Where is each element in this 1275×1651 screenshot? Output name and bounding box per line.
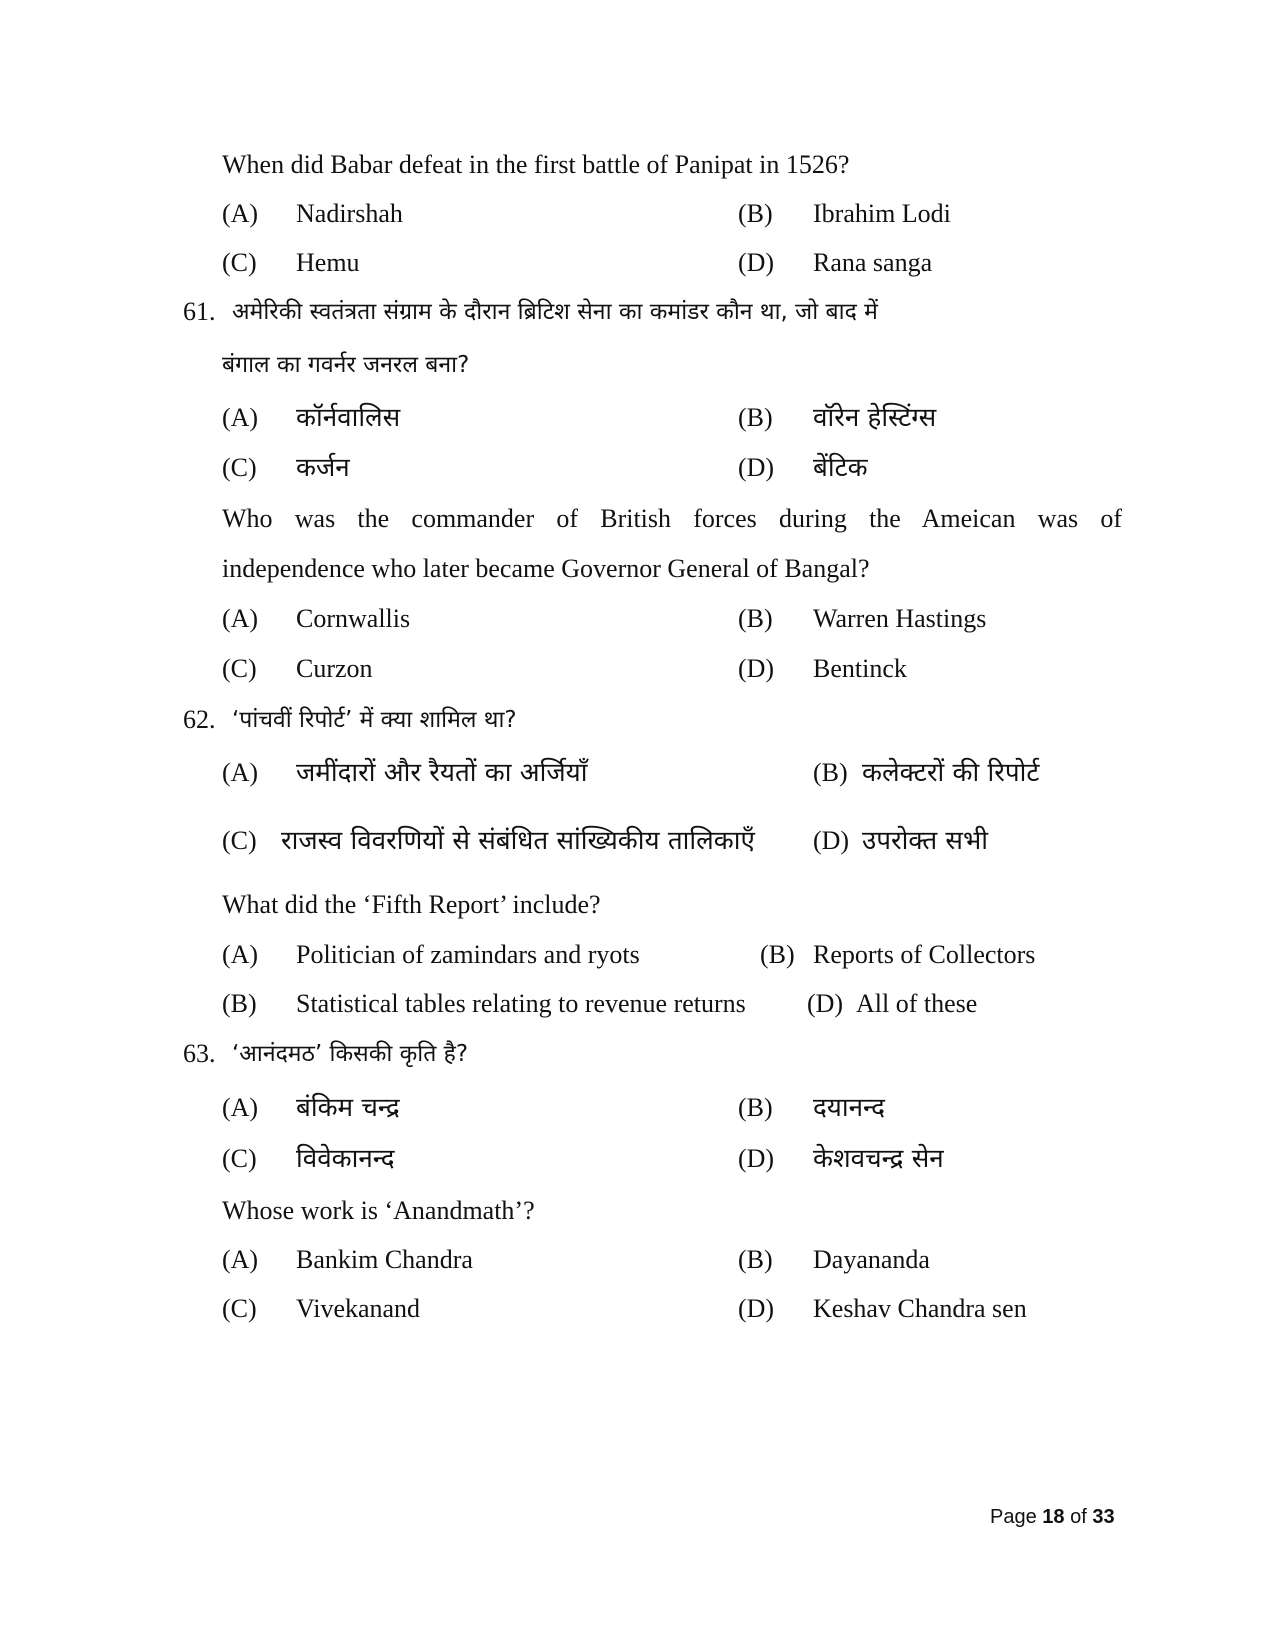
option-label: (D) xyxy=(738,654,775,683)
option-label: (A) xyxy=(222,403,259,432)
option-text: विवेकानन्द xyxy=(296,1144,395,1174)
option-label: (C) xyxy=(222,248,257,277)
page-total: 33 xyxy=(1092,1506,1115,1528)
option-text: Bentinck xyxy=(813,654,907,683)
option-label: (B) xyxy=(738,1245,773,1274)
option-label: (D) xyxy=(738,1144,775,1173)
option-text: बेंटिक xyxy=(813,453,868,483)
page-current: 18 xyxy=(1042,1506,1065,1528)
option-text: जमींदारों और रैयतों का अर्जियाँ xyxy=(296,758,588,788)
page-of: of xyxy=(1070,1506,1087,1528)
option-text: Cornwallis xyxy=(296,604,411,633)
question-number: 61. xyxy=(183,297,216,326)
option-label: (B) xyxy=(738,1093,773,1122)
option-label: (B) xyxy=(738,604,773,633)
question-number: 63. xyxy=(183,1039,216,1068)
option-label: (C) xyxy=(222,1294,257,1323)
option-label: (A) xyxy=(222,199,259,228)
option-text: Ibrahim Lodi xyxy=(813,199,951,228)
option-label: (A) xyxy=(222,1093,259,1122)
question-text: independence who later became Governor General of Bangal? xyxy=(222,554,870,583)
question-text: Who was the commander of British forces during the Ameican was of xyxy=(222,504,1122,533)
option-text: Dayananda xyxy=(813,1245,930,1274)
option-text: Nadirshah xyxy=(296,199,403,228)
option-label: (D) xyxy=(738,453,775,482)
option-text: Keshav Chandra sen xyxy=(813,1294,1027,1323)
option-label: (C) xyxy=(222,654,257,683)
option-label: (B) xyxy=(222,989,257,1018)
option-text: Hemu xyxy=(296,248,360,277)
option-text: Reports of Collectors xyxy=(813,940,1036,969)
option-label: (A) xyxy=(222,758,259,787)
option-text: उपरोक्त सभी xyxy=(862,826,988,856)
option-text: बंकिम चन्द्र xyxy=(296,1093,400,1123)
option-label: (C) xyxy=(222,1144,257,1173)
option-label: (B) xyxy=(760,940,795,969)
option-text: Curzon xyxy=(296,654,373,683)
option-label: (B) xyxy=(813,758,848,787)
option-text: Rana sanga xyxy=(813,248,933,277)
option-text: Warren Hastings xyxy=(813,604,987,633)
option-label: (D) xyxy=(813,826,850,855)
option-text: Vivekanand xyxy=(296,1294,421,1323)
option-label: (D) xyxy=(738,1294,775,1323)
option-label: (D) xyxy=(738,248,775,277)
option-label: (B) xyxy=(738,199,773,228)
question-text-hindi: ‘पांचवीं रिपोर्ट’ में क्या शामिल था? xyxy=(232,707,517,733)
question-text: When did Babar defeat in the first battle of Panipat in 1526? xyxy=(222,150,850,179)
option-text: कॉर्नवालिस xyxy=(296,403,401,433)
page-number xyxy=(990,1505,1115,1529)
question-text: Whose work is ‘Anandmath’? xyxy=(222,1196,535,1225)
option-text: राजस्व विवरणियों से संबंधित सांख्यिकीय तालिकाएँ xyxy=(281,826,755,856)
option-text: Bankim Chandra xyxy=(296,1245,473,1274)
option-text: Statistical tables relating to revenue returns xyxy=(296,989,746,1018)
option-label: (A) xyxy=(222,1245,259,1274)
option-text: कलेक्टरों की रिपोर्ट xyxy=(862,758,1040,788)
page-prefix: Page xyxy=(990,1506,1037,1528)
option-text: कर्जन xyxy=(296,453,350,483)
option-label: (A) xyxy=(222,940,259,969)
option-text: वॉरेन हेस्टिंग्स xyxy=(813,403,937,433)
question-text-hindi: बंगाल का गवर्नर जनरल बना? xyxy=(222,352,470,378)
question-text: What did the ‘Fifth Report’ include? xyxy=(222,890,601,919)
option-text: केशवचन्द्र सेन xyxy=(813,1144,944,1174)
option-label: (D) xyxy=(807,989,844,1018)
option-label: (C) xyxy=(222,826,257,855)
option-text: All of these xyxy=(856,989,978,1018)
option-text: Politician of zamindars and ryots xyxy=(296,940,640,969)
question-text-hindi: ‘आनंदमठ’ किसकी कृति है? xyxy=(232,1041,469,1067)
option-label: (B) xyxy=(738,403,773,432)
question-number: 62. xyxy=(183,705,216,734)
question-text-hindi: अमेरिकी स्वतंत्रता संग्राम के दौरान ब्रिटिश सेना का कमांडर कौन था, जो बाद में xyxy=(232,299,878,325)
option-text: दयानन्द xyxy=(813,1093,885,1123)
option-label: (C) xyxy=(222,453,257,482)
option-label: (A) xyxy=(222,604,259,633)
